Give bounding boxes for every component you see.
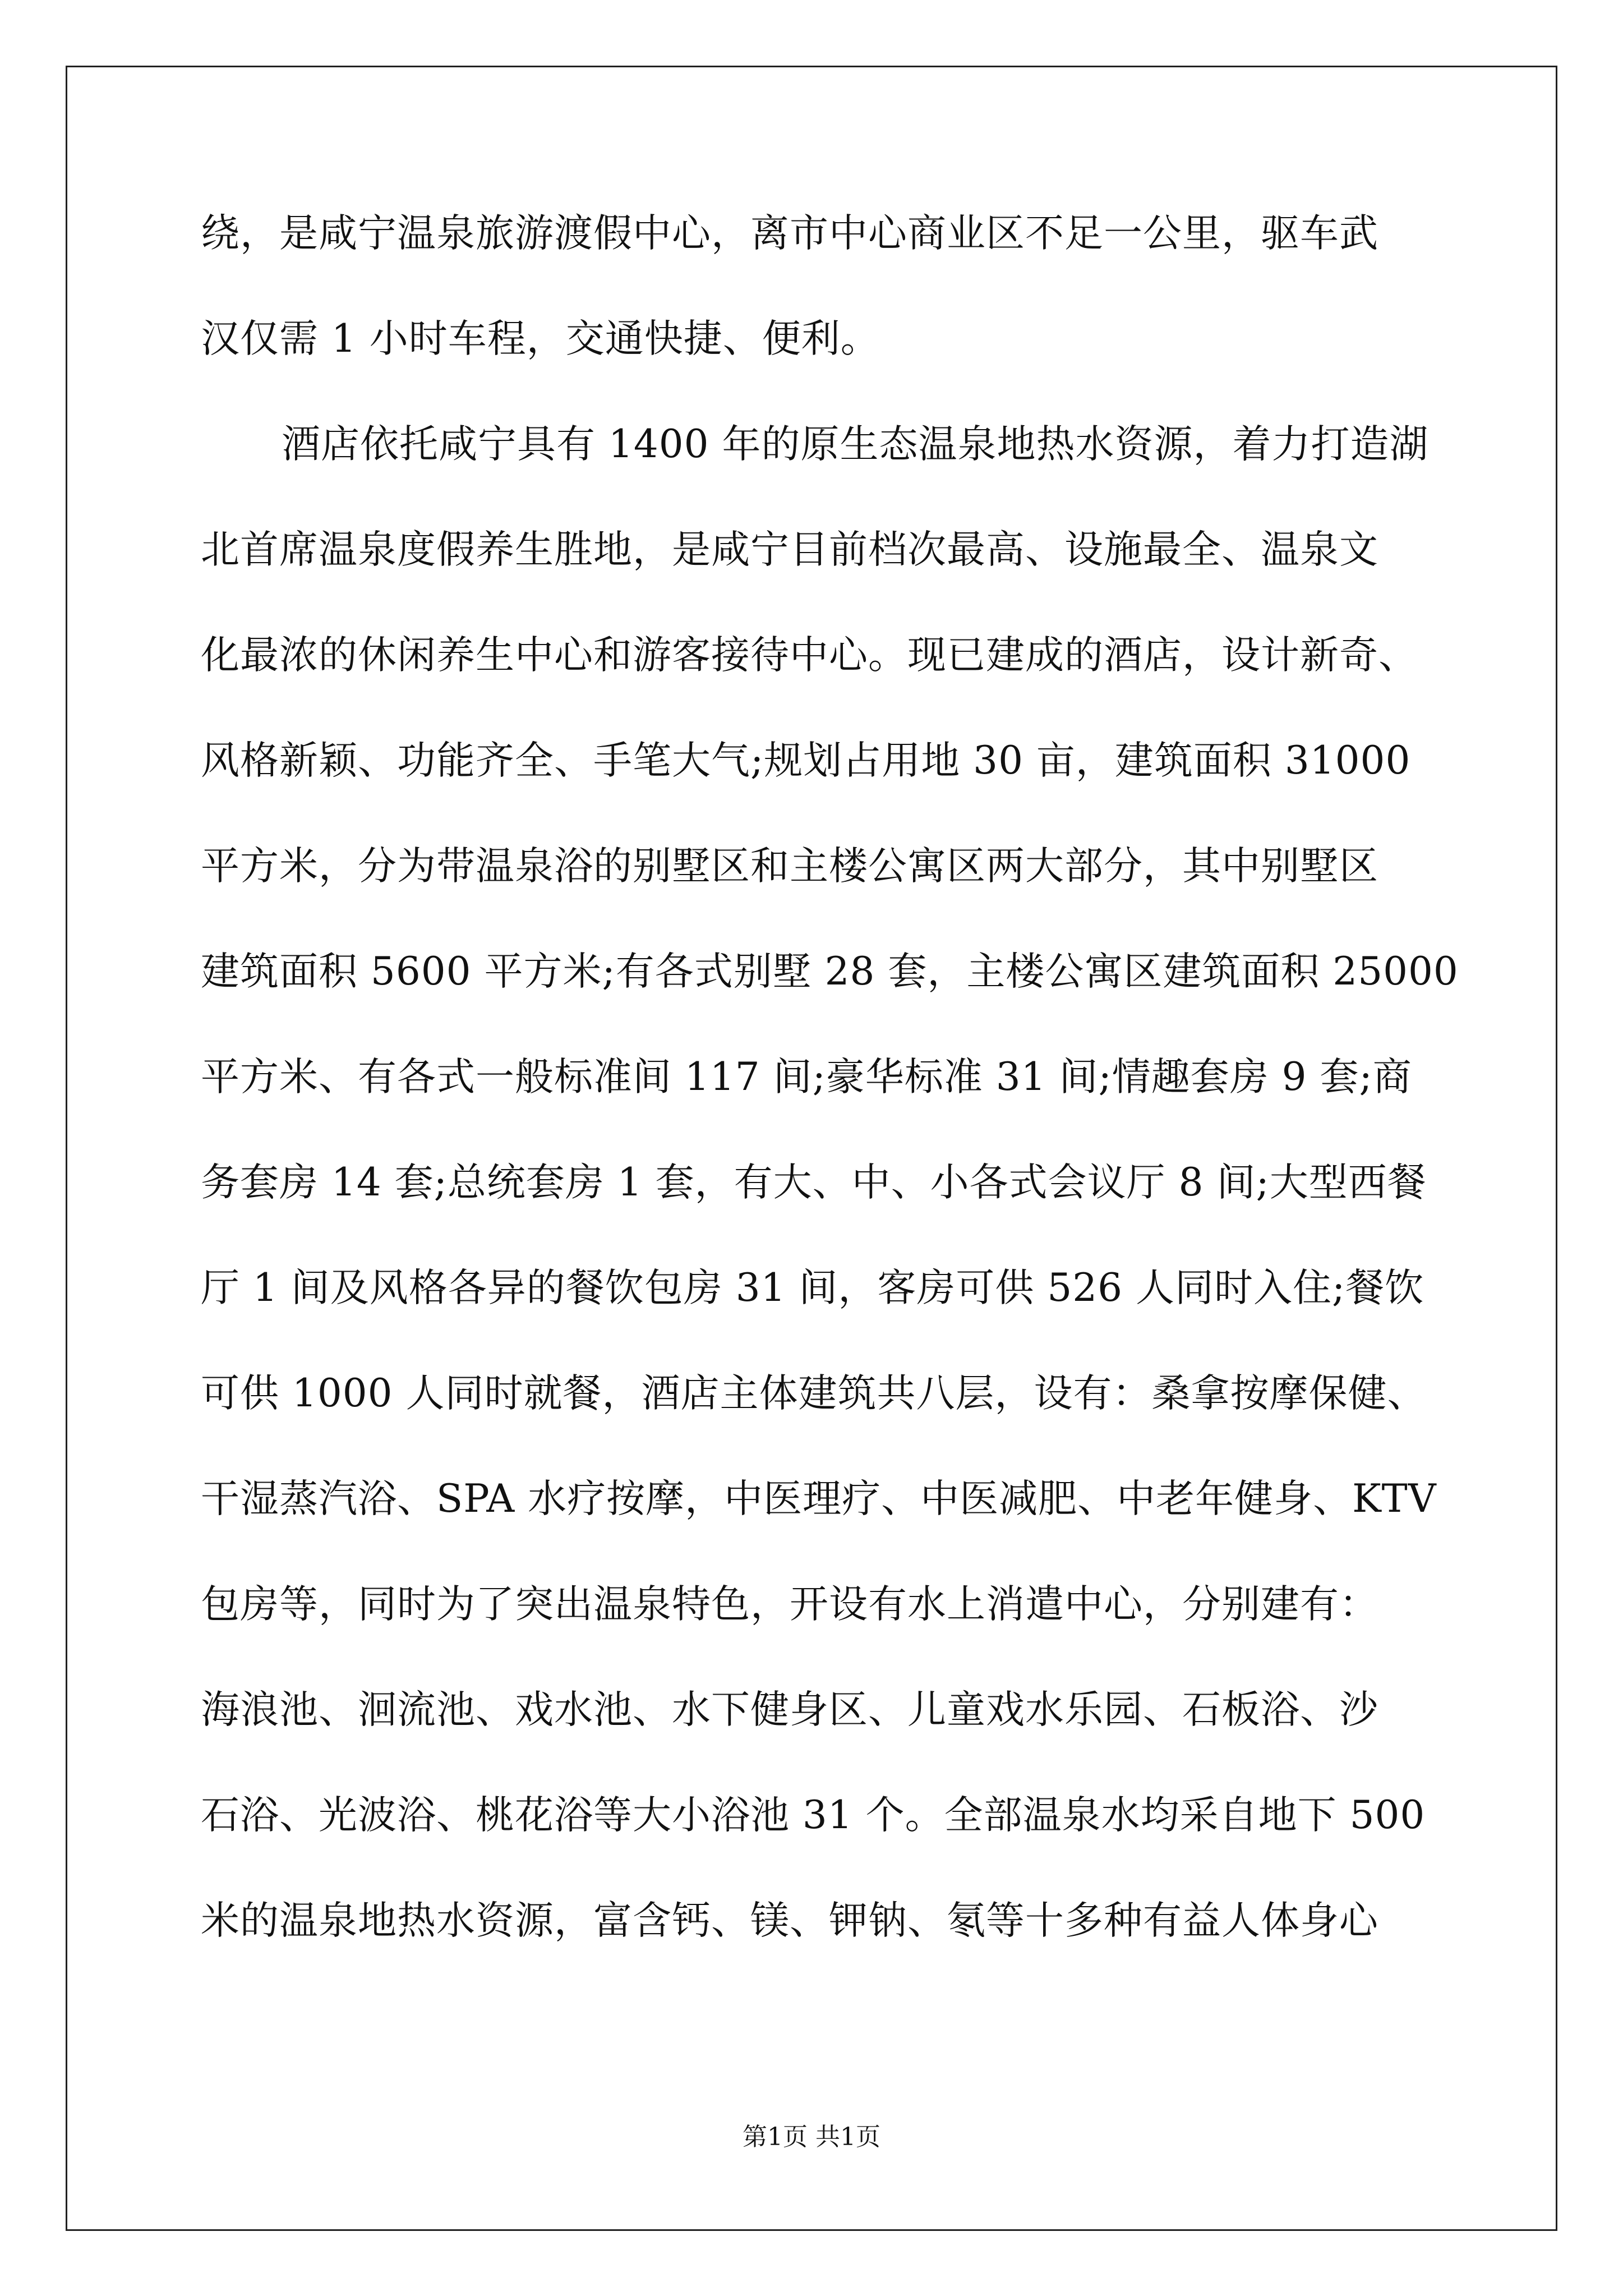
text-line: 可供 1000 人同时就餐，酒店主体建筑共八层，设有：桑拿按摩保健、 [201,1371,1427,1416]
text-line: 务套房 14 套;总统套房 1 套，有大、中、小各式会议厅 8 间;大型西餐 [201,1160,1427,1205]
text-line: 厅 1 间及风格各异的餐饮包房 31 间，客房可供 526 人同时入住;餐饮 [201,1266,1424,1310]
text-line: 干湿蒸汽浴、SPA 水疗按摩，中医理疗、中医减肥、中老年健身、KTV [201,1476,1437,1521]
text-line: 石浴、光波浴、桃花浴等大小浴池 31 个。全部温泉水均采自地下 500 [201,1793,1426,1838]
page-number: 第1页 共1页 [743,2123,880,2151]
text-line: 绕，是咸宁温泉旅游渡假中心，离市中心商业区不足一公里，驱车武 [201,211,1378,256]
text-line: 包房等，同时为了突出温泉特色，开设有水上消遣中心，分别建有： [201,1582,1378,1627]
text-line: 平方米、有各式一般标准间 117 间;豪华标准 31 间;情趣套房 9 套;商 [201,1055,1412,1099]
text-line: 化最浓的休闲养生中心和游客接待中心。现已建成的酒店，设计新奇、 [201,633,1418,678]
text-line: 建筑面积 5600 平方米;有各式别墅 28 套，主楼公寓区建筑面积 25000 [201,949,1459,994]
paragraph-first-line: 酒店依托咸宁具有 1400 年的原生态温泉地热水资源，着力打造湖 [282,422,1429,467]
text-line: 汉仅需 1 小时车程，交通快捷、便利。 [201,316,880,361]
text-line: 平方米，分为带温泉浴的别墅区和主楼公寓区两大部分，其中别墅区 [201,844,1378,889]
text-line: 北首席温泉度假养生胜地，是咸宁目前档次最高、设施最全、温泉文 [201,527,1378,572]
text-line: 米的温泉地热水资源，富含钙、镁、钾钠、氡等十多种有益人体身心 [201,1898,1378,1943]
text-line: 海浪池、洄流池、戏水池、水下健身区、儿童戏水乐园、石板浴、沙 [201,1687,1378,1732]
text-line: 风格新颖、功能齐全、手笔大气;规划占用地 30 亩，建筑面积 31000 [201,738,1411,783]
